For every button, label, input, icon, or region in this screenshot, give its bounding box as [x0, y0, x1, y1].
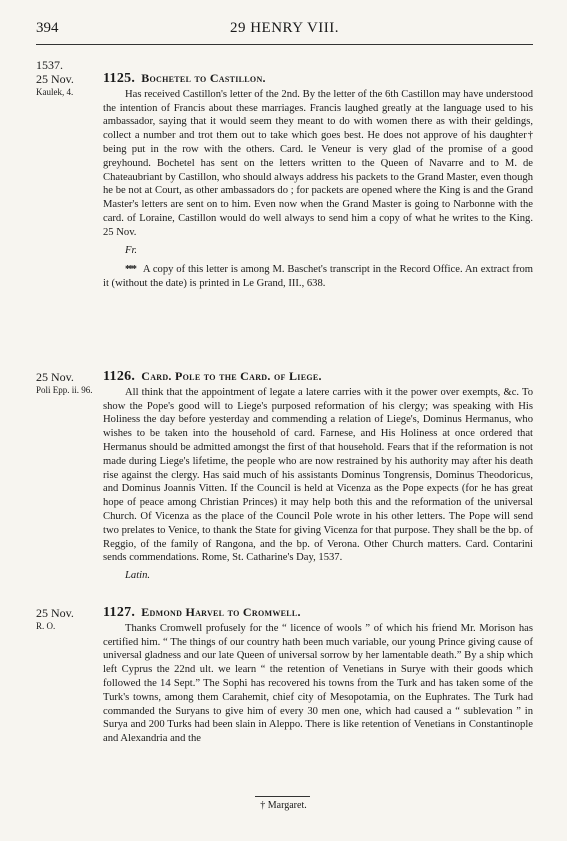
- entry-title: Card. Pole to the Card. of Liege.: [141, 369, 322, 383]
- entry-title: Edmond Harvel to Cromwell.: [141, 605, 301, 619]
- entry-heading: [103, 72, 533, 86]
- editorial-note: [103, 263, 533, 291]
- entry-1127-margin: [36, 606, 102, 632]
- footnote-rule: [255, 796, 310, 797]
- entry-1125: [103, 72, 533, 302]
- entry-date: 25 Nov.: [36, 370, 74, 384]
- entry-language: Fr.: [125, 244, 138, 256]
- header-rule: [36, 44, 533, 45]
- entry-1126: [103, 370, 533, 583]
- entry-body: Thanks Cromwell profusely for the “ licence of wools ” of which his friend Mr. Morison has certified him. “ The things of our country hath been much variable, our young Prince giving cause of universal gladness and our late Queen of universal sorrow by her lamentable death.” By a ship which left Cyprus the 22nd ult. we learn “ the retention of Venetians in Surye with their goods which followed the 14 Sept.” The Sophi has recovered his towns from the Turk and has taken some of the Turk's towns, among them Carahemit, chief city of Mesopotamia, on the Euphrates. The Turk had commanded the Suryans to give him of every 30 men one, which had caused a “ sublevation ” in Surya and 200 Turks had been slain in Aleppo. There is like retention of Venetians in Constantinople and Alexandria and the: [103, 622, 533, 745]
- entry-heading: [103, 606, 533, 620]
- running-title: 29 HENRY VIII.: [229, 20, 340, 36]
- asterism-mark: ***: [125, 264, 135, 276]
- footnote: † Margaret.: [260, 800, 307, 811]
- entry-heading: [103, 370, 533, 384]
- entry-body: All think that the appointment of legate a latere carries with it the power over exempts, &c. To show the Pope's good will to Liege's purposed reformation of his clergy; was speaking with His Holiness the day before yesterday and commending a relation of Liege's, Dominus Hermanus, who wishes to be taken into the household of card. Farnese, and His Holiness at once ordered that Hermanus should be admitted amongst the first of that household. Fears that if the reformation is not made during Liege's lifetime, the people who are now restrained by his authority may after his death rise against the clergy. Has said much of his assistants Dominus Tongrensis, Dominus Theodoricus, and Dominus Joannis Vitten. If the Council is held at Vicenza as the Pope expects (for he has great hope of peace among Christian Princes) it may help both this and the reformation of the universal Church. Of Vicenza as the place of the Council Pole wrote in his other letters. The Pope will send two prelates to Venice, to thank the State for giving Vicenza for that purpose. They shall be the bp. of Reggio, of the family of Rangona, and the bp. of Verona. Other Church matters. Card. Contarini sends commendations. Rome, St. Catharine's Day, 1537.: [103, 386, 533, 564]
- entry-body: Has received Castillon's letter of the 2nd. By the letter of the 6th Castillon may have understood the intention of Francis about these marriages. Francis laughed greatly at the language used to his ambassador, saying that it would seem they meant to do with women there as with their geldings, collect a number and trot them out to take which goes best. He does not approve of his daughter† being put in the row with the others. Card. le Veneur is very glad of the promise of a good greyhound. Bochetel has sent on the letters written to the Queen of Navarre and to M. de Chateaubriant by Castillon, who should always address his packets to the Grand Master, even though he be not at Court, as other ambassadors do ; for packets are opened where the King is and the Grand Master's letters are sent on to him. Even now when the Grand Master is going to Narbonne with the card. of Loraine, Castillon would do well always to send him a copy of what he writes to the King. 25 Nov.: [103, 88, 533, 238]
- entry-1126-margin: [36, 370, 102, 396]
- entry-number: 1125.: [103, 71, 136, 86]
- editorial-note-text: A copy of this letter is among M. Baschet's transcript in the Record Office. An extract from it (without the date) is printed in Le Grand, III., 638.: [103, 264, 533, 290]
- entry-title: Bochetel to Castillon.: [141, 71, 266, 85]
- entry-date: 25 Nov.: [36, 72, 74, 86]
- entry-source: R. O.: [36, 621, 56, 631]
- entry-language: Latin.: [125, 570, 151, 582]
- page-header: [36, 20, 533, 40]
- entry-number: 1127.: [103, 605, 136, 620]
- entry-1127: [103, 606, 533, 746]
- entry-source: Kaulek, 4.: [36, 87, 74, 97]
- entry-source: Poli Epp. ii. 96.: [36, 385, 93, 395]
- year-marker: 1537.: [36, 58, 63, 72]
- entry-number: 1126.: [103, 369, 136, 384]
- entry-date: 25 Nov.: [36, 606, 74, 620]
- page-number: 394: [36, 20, 59, 36]
- entry-1125-margin: [36, 72, 102, 98]
